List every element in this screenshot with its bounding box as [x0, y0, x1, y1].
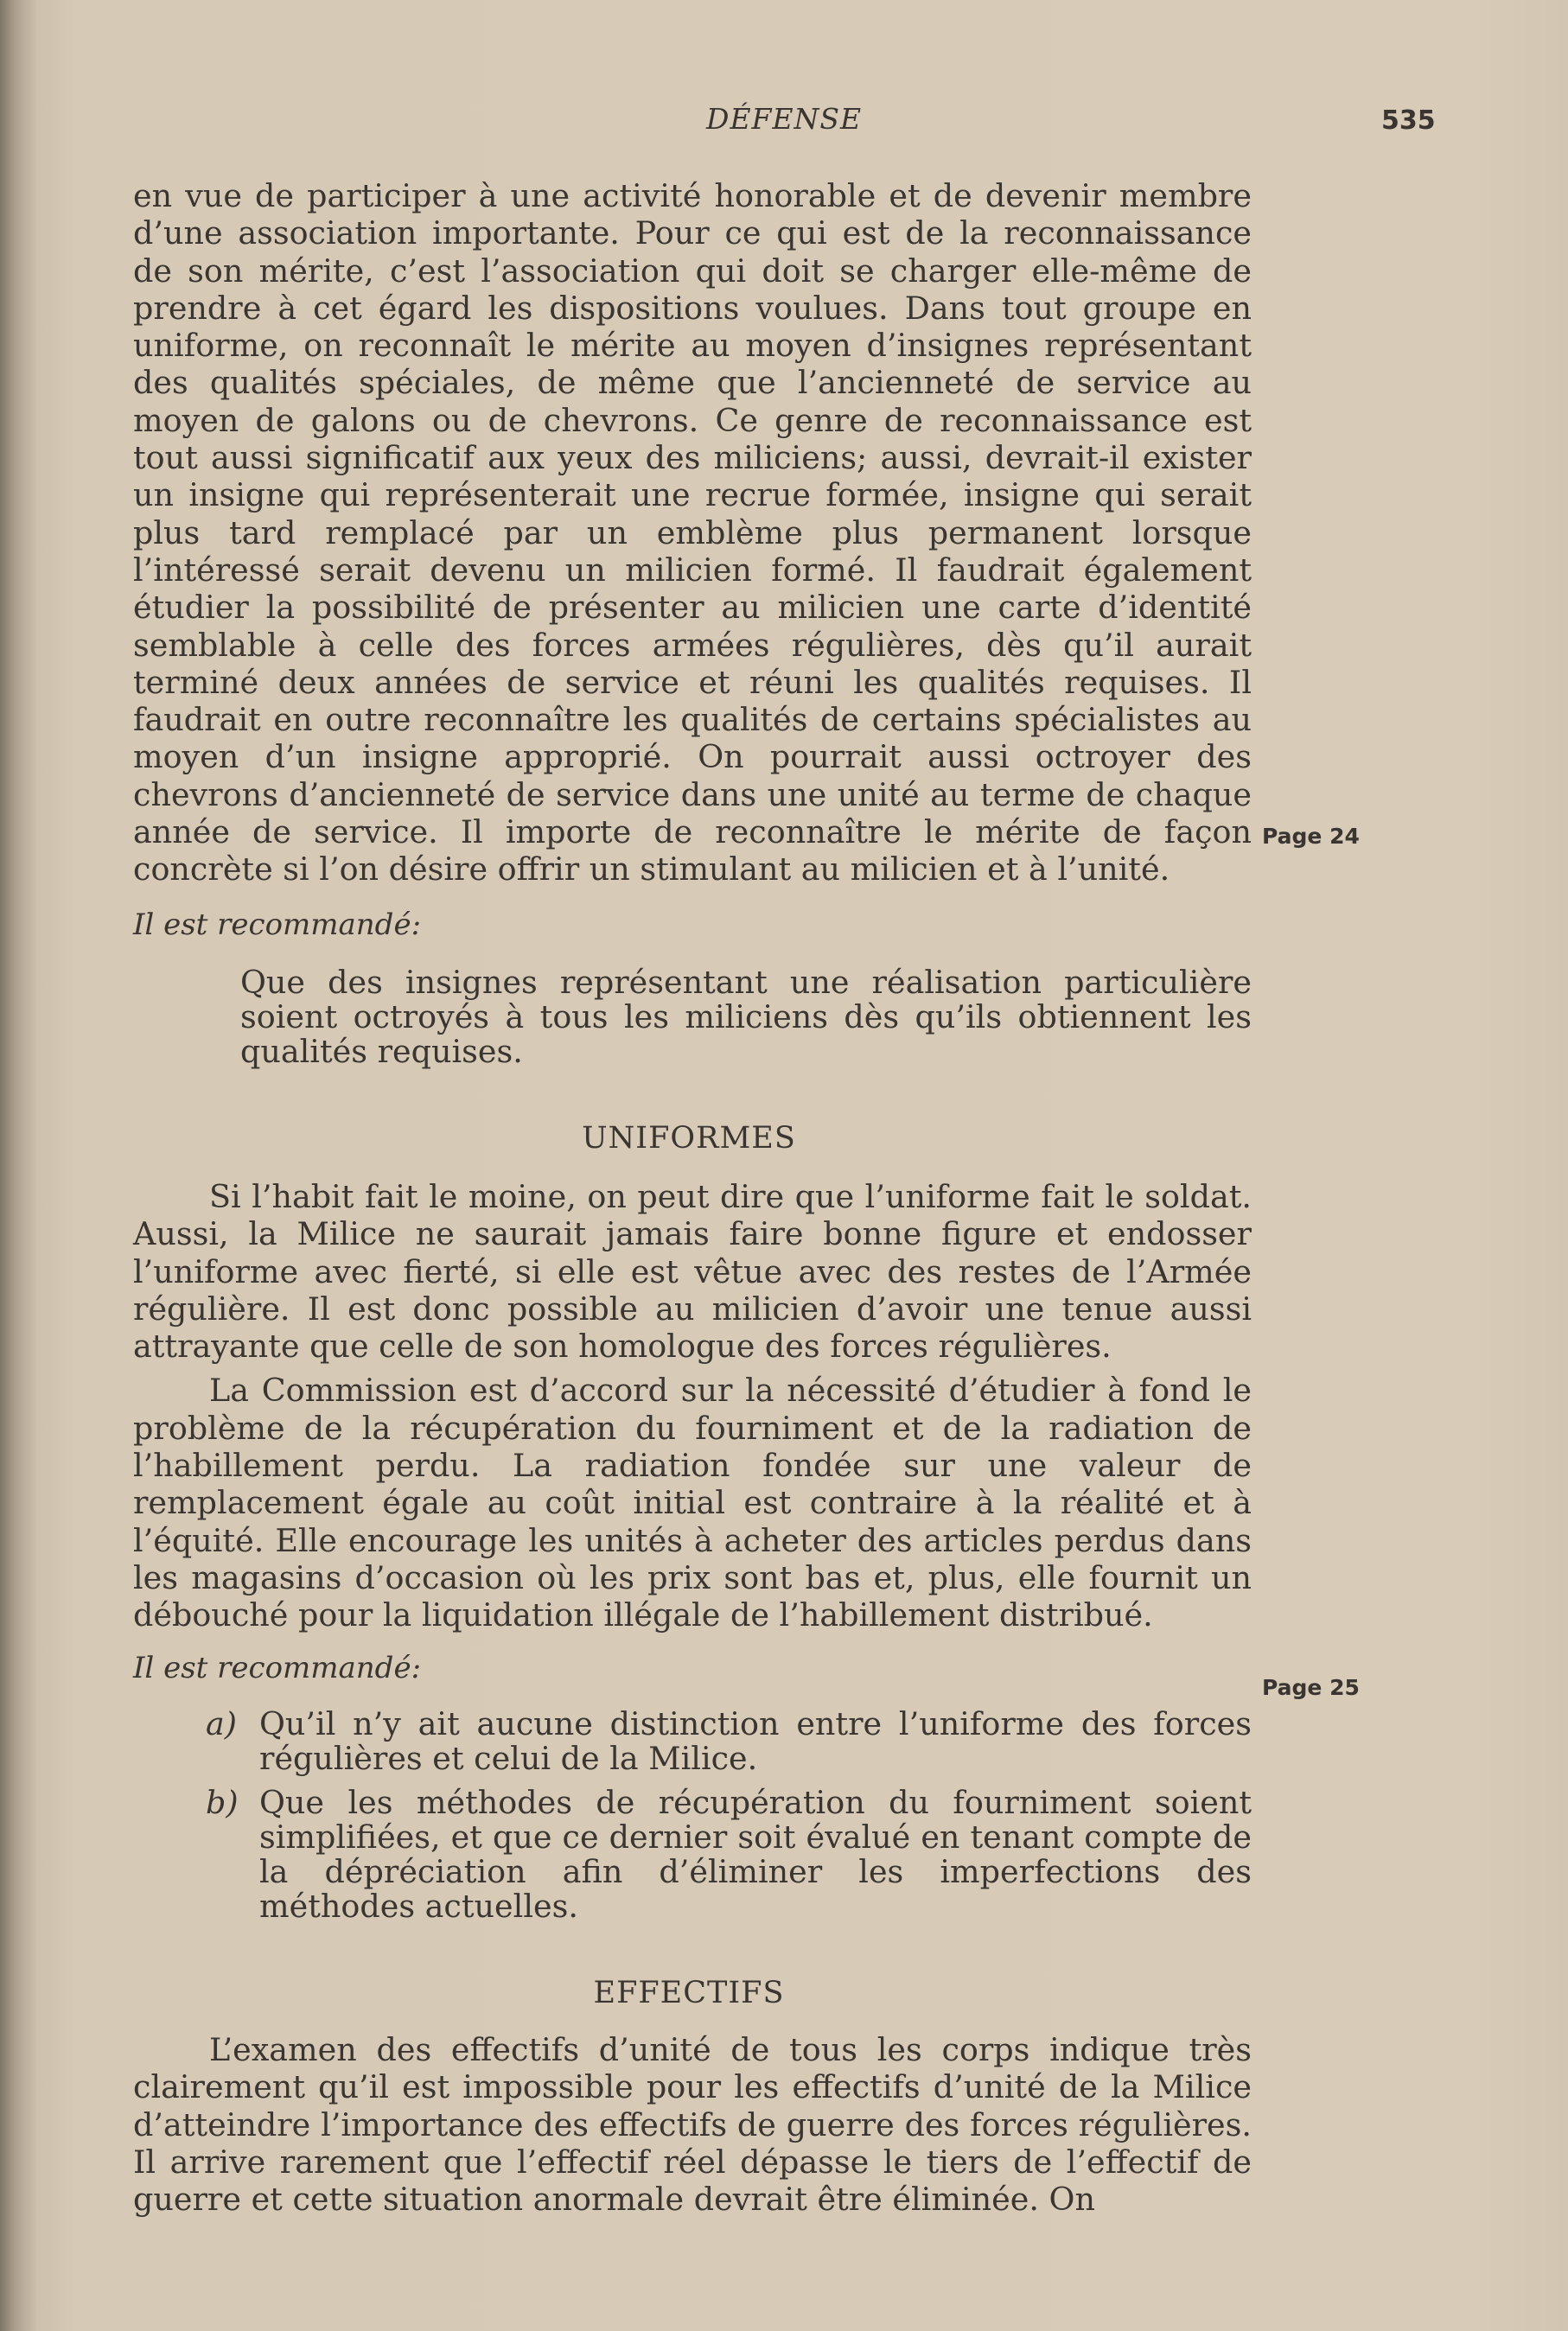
running-title: DÉFENSE: [706, 102, 863, 136]
list-marker-b: b): [206, 1784, 239, 1821]
section-heading-uniformes: UNIFORMES: [582, 1121, 796, 1156]
recommendation-item-b: [206, 1784, 1252, 1925]
recommendation-item-a: [206, 1705, 1252, 1777]
page-number: 535: [1381, 105, 1436, 136]
effectifs-paragraph: L’examen des effectifs d’unité de tous les corps indique très clairement qu’il est impossible pour les effectifs d’unité de la Milice d’atteindre l’importance des effectifs de guerre des forces régulières. Il arrive rarement que l’effectif réel dépasse le tiers de l’effectif de guerre et cette situation anormale devrait être éliminée. On: [133, 2031, 1252, 2219]
uniformes-paragraph-1: Si l’habit fait le moine, on peut dire que l’uniforme fait le soldat. Aussi, la Milice ne saurait jamais faire bonne figure et endosser l’uniforme avec fierté, si elle est vêtue avec des restes de l’Armée régulière. Il est donc possible au milicien d’avoir une tenue aussi attrayante que celle de son homologue des forces régulières.: [133, 1178, 1252, 1366]
intro-paragraph: en vue de participer à une activité honorable et de devenir membre d’une association importante. Pour ce qui est de la reconnaissance de son mérite, c’est l’association qui doit se charger elle-même de prendre à cet égard les dispositions voulues. Dans tout groupe en uniforme, on reconnaît le mérite au moyen d’insignes représentant des qualités spéciales, de même que l’ancienneté de service au moyen de galons ou de chevrons. Ce genre de reconnaissance est tout aussi significatif aux yeux des miliciens; aussi, devrait-il exister un insigne qui représenterait une recrue formée, insigne qui serait plus tard remplacé par un emblème plus permanent lorsque l’intéressé serait devenu un milicien formé. Il faudrait également étudier la possibilité de présenter au milicien une carte d’identité semblable à celle des forces armées régulières, dès qu’il aurait terminé deux années de service et réuni les qualités requises. Il faudrait en outre reconnaître les qualités de certains spécialistes au moyen d’un insigne approprié. On pourrait aussi octroyer des chevrons d’ancienneté de service dans une unité au terme de chaque année de service. Il importe de reconnaître le mérite de façon concrète si l’on désire offrir un stimulant au milicien et à l’unité.: [133, 177, 1252, 888]
uniformes-paragraph-2: La Commission est d’accord sur la nécessité d’étudier à fond le problème de la récupération du fourniment et de la radiation de l’habillement perdu. La radiation fondée sur une valeur de remplacement égale au coût initial est contraire à la réalité et à l’équité. Elle encourage les unités à acheter des articles perdus dans les magasins d’occasion où les prix sont bas et, plus, elle fournit un débouché pour la liquidation illégale de l’habillement distribué.: [133, 1372, 1252, 1634]
recommendation-item-b-text: Que les méthodes de récupération du fourniment soient simplifiées, et que ce dernier soit évalué en tenant compte de la dépréciation afin d’éliminer les imperfections des méthodes actuelles.: [259, 1784, 1252, 1925]
running-header: [0, 102, 1568, 145]
margin-note-page-25: Page 25: [1262, 1675, 1360, 1700]
uniformes-paragraph-block: [133, 1178, 1252, 1634]
margin-note-page-24: Page 24: [1262, 824, 1360, 849]
effectifs-paragraph-block: [133, 2031, 1252, 2218]
recommendation-item-a-text: Qu’il n’y ait aucune distinction entre l’uniforme des forces régulières et celui de la Milice.: [259, 1705, 1252, 1777]
section-heading-effectifs: EFFECTIFS: [593, 1976, 785, 2010]
recommendation-text: Que des insignes représentant une réalisation particulière soient octroyés à tous les miliciens dès qu’ils obtiennent les qualités requises.: [240, 964, 1252, 1070]
uniformes-recommendation-label: Il est recommandé:: [133, 1651, 422, 1685]
recommendation-label: Il est recommandé:: [133, 908, 422, 942]
list-marker-a: a): [206, 1705, 238, 1742]
intro-paragraph-block: [133, 177, 1252, 888]
